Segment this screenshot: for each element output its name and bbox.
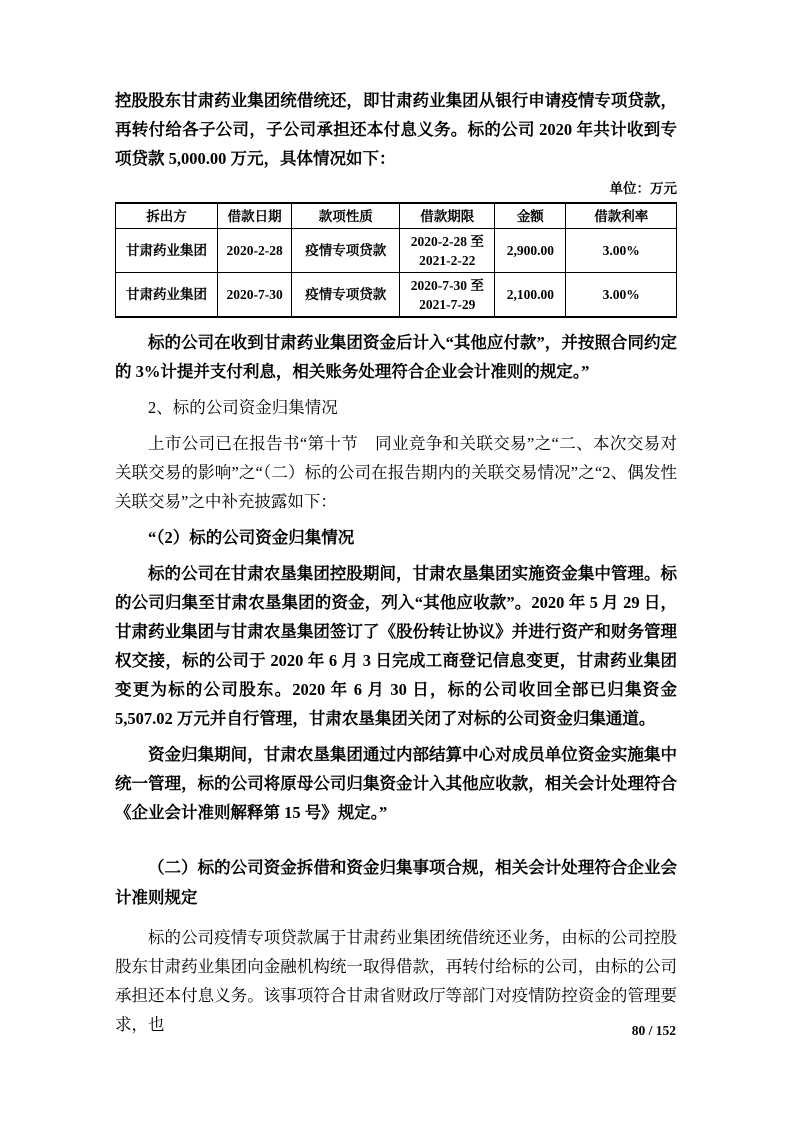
paragraph-compliance-body: 标的公司疫情专项贷款属于甘肃药业集团统借统还业务，由标的公司控股股东甘肃药业集团向金融机构统一取得借款，再转付给标的公司，由标的公司承担还本付息义务。该事项符合甘肃省财政厅等部门对疫情防控资金的管理要求，也 [115,928,677,1034]
cell-rate: 3.00% [566,273,677,318]
paragraph-fund-collection-history: 标的公司在甘肃农垦集团控股期间，甘肃农垦集团实施资金集中管理。标的公司归集至甘肃农垦集团的资金，列入“其他应收款”。2020 年 5 月 29 日，甘肃药业集团与甘肃农垦集团签订了《股份转让协议》并进行资产和财务管理权交接，标的公司于 2020 年 6 月 3 日完成工商登记信息变更，甘肃药业集团变更为标的公司股东。2020 年 6 月 30 日，标的公司收回全部已归集资金 5,507.02 万元并自行管理，甘肃农垦集团关闭了对标的公司资金归集通道。 [115,564,677,728]
paragraph-fund-collection-accounting: 资金归集期间，甘肃农垦集团通过内部结算中心对成员单位资金实施集中统一管理，标的公司将原母公司归集资金计入其他应收款，相关会计处理符合《企业会计准则解释第 15 号》规定。” [115,745,677,822]
table-row [116,273,677,318]
cell-amount: 2,100.00 [495,273,566,318]
col-header-nature: 款项性质 [292,203,400,229]
cell-period: 2020-2-28 至 2021-2-22 [400,229,495,273]
cell-lender: 甘肃药业集团 [116,229,218,273]
cell-nature: 疫情专项贷款 [292,229,400,273]
page-number: 80 / 152 [631,1023,676,1038]
cell-date: 2020-2-28 [218,229,292,273]
cell-period: 2020-7-30 至 2021-7-29 [400,273,495,318]
section-heading-compliance: （二）标的公司资金拆借和资金归集事项合规，相关会计处理符合企业会计准则规定 [115,858,677,907]
paragraph-accounting-treatment: 标的公司在收到甘肃药业集团资金后计入“其他应付款”，并按照合同约定的 3%计提并支付利息，相关账务处理符合企业会计准则的规定。” [115,333,677,381]
cell-lender: 甘肃药业集团 [116,273,218,318]
col-header-date: 借款日期 [218,203,292,229]
paragraph-disclosure-reference: 上市公司已在报告书“第十节 同业竞争和关联交易”之“二、本次交易对关联交易的影响”之“（二）标的公司在报告期内的关联交易情况”之“2、偶发性关联交易”之中补充披露如下： [115,434,677,511]
subheading-fund-collection: 2、标的公司资金归集情况 [148,398,338,417]
col-header-lender: 拆出方 [116,203,218,229]
col-header-period: 借款期限 [400,203,495,229]
cell-nature: 疫情专项贷款 [292,273,400,318]
cell-amount: 2,900.00 [495,229,566,273]
paragraph-loan-intro: 控股股东甘肃药业集团统借统还，即甘肃药业集团从银行申请疫情专项贷款，再转付给各子公司，子公司承担还本付息义务。标的公司 2020 年共计收到专项贷款 5,000.00 万元，具体情况如下： [115,91,677,168]
cell-rate: 3.00% [566,229,677,273]
quote-subheading-fund-collection: “（2）标的公司资金归集情况 [148,528,355,547]
col-header-amount: 金额 [495,203,566,229]
table-row [116,229,677,273]
col-header-rate: 借款利率 [566,203,677,229]
loan-table [115,202,677,318]
table-unit-label: 单位：万元 [609,181,677,196]
table-header-row [116,203,677,229]
cell-date: 2020-7-30 [218,273,292,318]
